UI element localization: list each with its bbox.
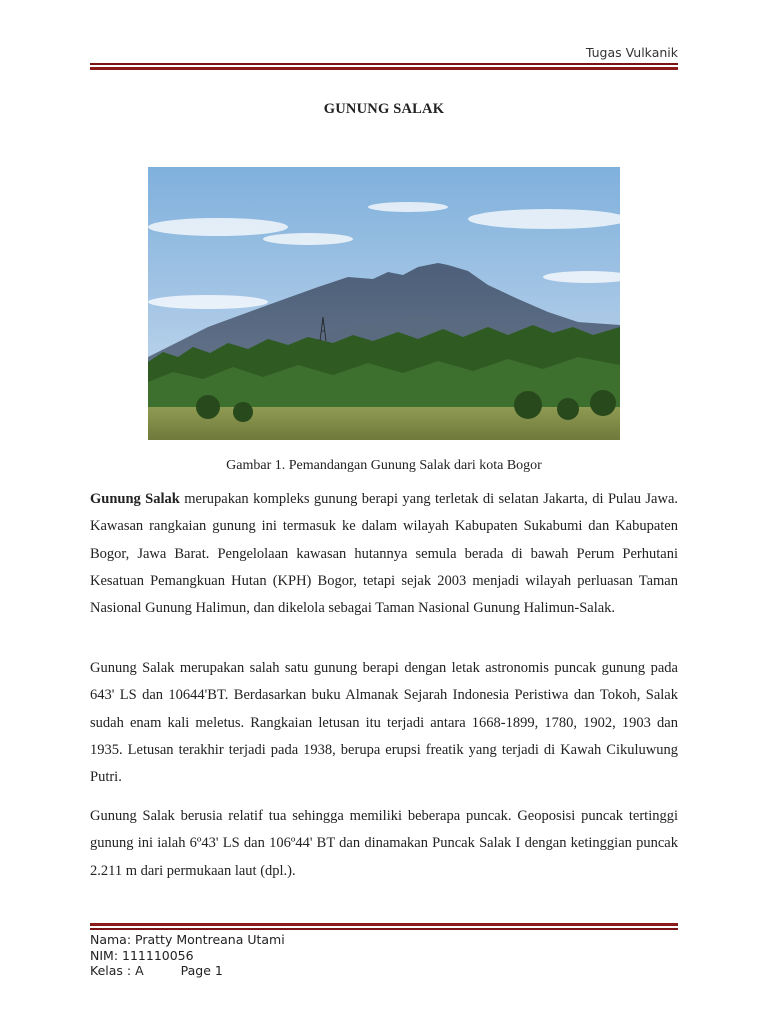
footer-kelas: Kelas : A [90, 963, 144, 978]
page-title: GUNUNG SALAK [323, 101, 445, 117]
header-rule [90, 63, 678, 70]
paragraph-2: Gunung Salak merupakan salah satu gunung berapi dengan letak astronomis puncak gunung pada 643' LS dan 10644'BT. Berdasarkan buku Almanak Sejarah Indonesia Peristiwa dan Tokoh, Salak sudah enam kali meletus. Rangkaian letusan itu terjadi antara 1668-1899, 1780, 1902, 1903 dan 1935. Letusan terakhir terjadi pada 1938, berupa erupsi freatik yang terjadi di Kawah Cikuluwung Putri. [90, 660, 678, 786]
footer-rule [90, 923, 678, 930]
paragraph-1 [90, 486, 678, 622]
paragraph-1-text: merupakan kompleks gunung berapi yang terletak di selatan Jakarta, di Pulau Jawa. Kawasan rangkaian gunung ini termasuk ke dalam wilayah Kabupaten Sukabumi dan Kabupaten Bogor, Jawa Barat. Pengelolaan kawasan hutannya semula berada di bawah Perum Perhutani Kesatuan Pemangkuan Hutan (KPH) Bogor, tetapi sejak 2003 menjadi wilayah perluasan Taman Nasional Gunung Halimun, dan dikelola sebagai Taman Nasional Gunung Halimun-Salak. [90, 491, 678, 617]
figure-caption: Gambar 1. Pemandangan Gunung Salak dari kota Bogor [226, 458, 542, 473]
paragraph-3: Gunung Salak berusia relatif tua sehingga memiliki beberapa puncak. Geoposisi puncak tertinggi gunung ini ialah 6º43' LS dan 106º44' BT dan dinamakan Puncak Salak I dengan ketinggian puncak 2.211 m dari permukaan laut (dpl.). [90, 808, 678, 879]
footer-nim: NIM: 111110056 [90, 947, 194, 963]
mountain-photo [148, 167, 620, 440]
header-label: Tugas Vulkanik [585, 45, 678, 60]
bold-lead: Gunung Salak [90, 491, 180, 507]
footer-name: Nama: Pratty Montreana Utami [90, 932, 285, 947]
footer [90, 932, 285, 979]
page-number: Page 1 [180, 963, 223, 978]
